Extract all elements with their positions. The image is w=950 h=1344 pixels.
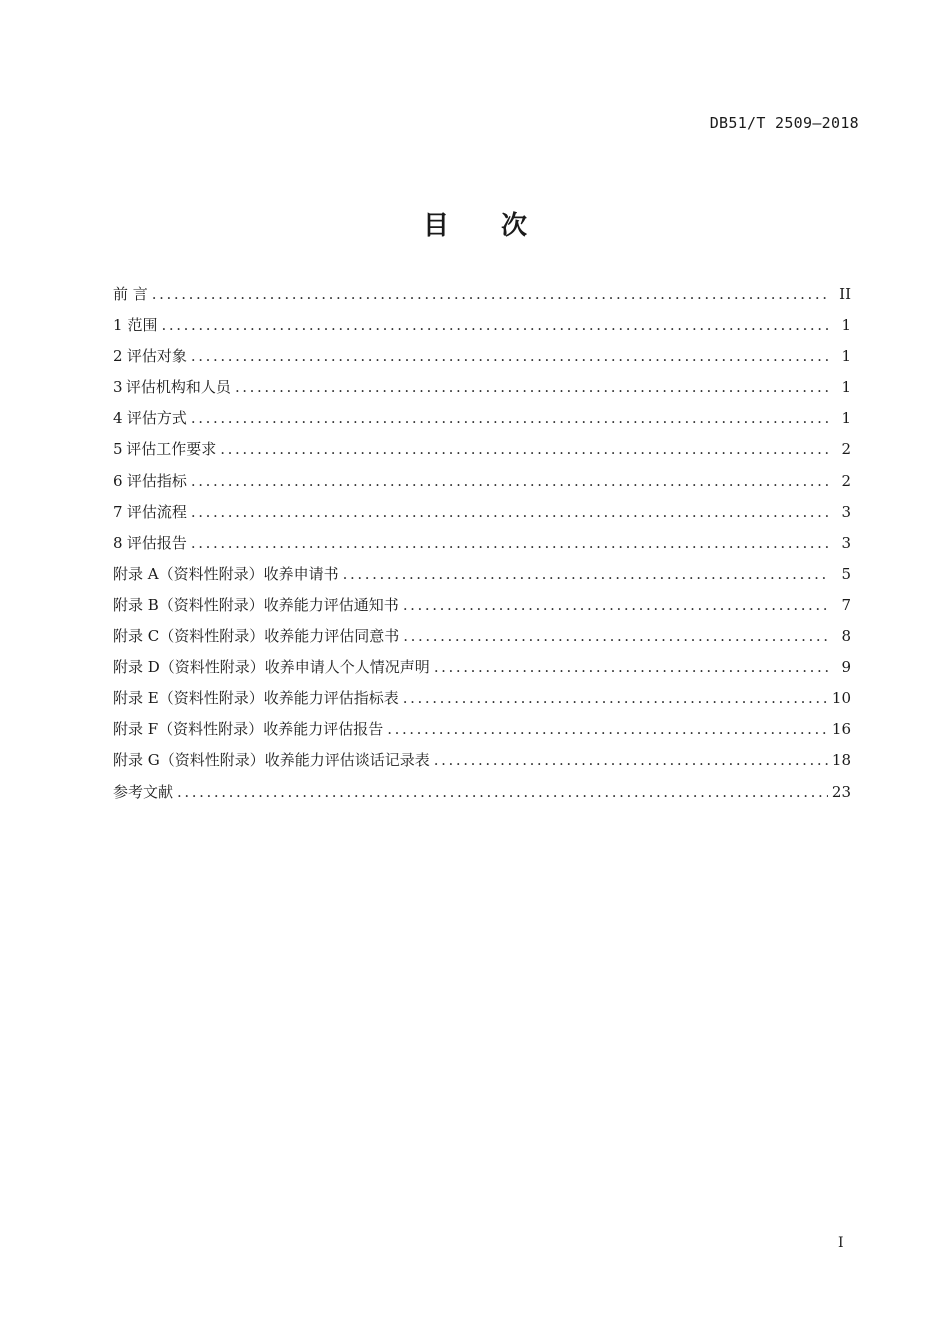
- appendix-prefix: 附录 A（资料性附录）: [113, 564, 264, 583]
- appendix-label: 收养申请书: [263, 564, 339, 583]
- dot-leader: [235, 378, 829, 396]
- toc-entry-6[interactable]: [113, 470, 851, 501]
- dot-leader: [220, 440, 829, 458]
- toc-entry-page: 3: [841, 533, 851, 552]
- toc-entry-label: 评估机构和人员: [125, 378, 231, 397]
- toc-entry-page: 2: [841, 471, 851, 490]
- appendix-page: 8: [841, 627, 851, 646]
- appendix-page: 9: [841, 658, 851, 677]
- appendix-prefix: 附录 D（资料性附录）: [113, 658, 265, 677]
- toc-entry-3[interactable]: [113, 376, 851, 407]
- appendix-label: 收养能力评估谈话记录表: [264, 751, 430, 770]
- dot-leader: [403, 689, 828, 707]
- dot-leader: [191, 409, 829, 427]
- appendix-page: 18: [831, 751, 851, 770]
- toc-entry-number: 3: [113, 378, 123, 397]
- toc-entry-page: II: [839, 285, 851, 303]
- toc-entry-label: 评估报告: [126, 533, 187, 552]
- page-number: I: [838, 1235, 844, 1251]
- appendix-page: 5: [841, 564, 851, 583]
- toc-entry-5[interactable]: [113, 438, 851, 469]
- toc-appendix-e[interactable]: [113, 687, 851, 718]
- toc-entry-number: 8: [113, 533, 123, 552]
- toc-entry-7[interactable]: [113, 501, 851, 532]
- appendix-prefix: 附录 C（资料性附录）: [113, 627, 265, 646]
- dot-leader: [152, 285, 829, 303]
- dot-leader: [191, 534, 829, 552]
- appendix-prefix: 附录 B（资料性附录）: [113, 595, 264, 614]
- appendix-page: 7: [841, 595, 851, 614]
- toc-entry-number: 2: [113, 347, 123, 366]
- title-char-2: 次: [501, 211, 528, 241]
- dot-leader: [387, 720, 828, 738]
- toc-entry-page: 3: [841, 502, 851, 521]
- toc-entry-number: 7: [113, 502, 123, 521]
- toc-entry-label: 评估方式: [126, 409, 187, 428]
- toc-entry-number: 4: [113, 409, 123, 428]
- toc-appendix-d[interactable]: [113, 656, 851, 687]
- toc-entry-1[interactable]: [113, 314, 851, 345]
- toc-entry-page: 1: [841, 316, 851, 335]
- toc-entry-label: 评估对象: [126, 347, 187, 366]
- toc-entry-2[interactable]: [113, 345, 851, 376]
- title-char-1: 目: [422, 211, 449, 241]
- appendix-label: 收养能力评估同意书: [264, 627, 400, 646]
- toc-appendix-b[interactable]: [113, 594, 851, 625]
- dot-leader: [191, 503, 829, 521]
- dot-leader: [403, 627, 829, 645]
- toc-entry-label: 范围: [127, 316, 158, 335]
- dot-leader: [191, 347, 829, 365]
- toc-entry-page: 2: [841, 440, 851, 459]
- toc-entry-page: 1: [841, 409, 851, 428]
- toc-entry-references[interactable]: [113, 781, 851, 812]
- toc-entry-label: 参考文献: [113, 782, 174, 801]
- appendix-page: 16: [831, 720, 851, 739]
- dot-leader: [343, 565, 829, 583]
- appendix-label: 收养申请人个人情况声明: [264, 658, 430, 677]
- toc-entry-label: 评估流程: [126, 502, 187, 521]
- toc-entry-page: 1: [841, 378, 851, 397]
- toc-appendix-f[interactable]: [113, 718, 851, 749]
- appendix-prefix: 附录 F（资料性附录）: [113, 720, 264, 739]
- table-of-contents: [113, 283, 851, 812]
- toc-entry-foreword[interactable]: [113, 283, 851, 314]
- toc-entry-number: 6: [113, 471, 123, 490]
- dot-leader: [434, 751, 828, 769]
- appendix-label: 收养能力评估通知书: [263, 595, 399, 614]
- standard-code: DB51/T 2509—2018: [709, 114, 859, 132]
- page-title: [0, 205, 950, 242]
- toc-entry-number: 1: [113, 316, 123, 335]
- dot-leader: [177, 783, 828, 801]
- toc-entry-label: 评估指标: [126, 471, 187, 490]
- toc-entry-label: 前 言: [113, 285, 148, 303]
- toc-entry-label: 评估工作要求: [126, 440, 217, 459]
- dot-leader: [434, 658, 829, 676]
- toc-entry-page: 23: [831, 782, 851, 801]
- toc-entry-4[interactable]: [113, 407, 851, 438]
- toc-entry-8[interactable]: [113, 532, 851, 563]
- toc-appendix-c[interactable]: [113, 625, 851, 656]
- toc-entry-page: 1: [841, 347, 851, 366]
- appendix-label: 收养能力评估指标表: [263, 689, 399, 708]
- appendix-page: 10: [831, 689, 851, 708]
- toc-appendix-g[interactable]: [113, 749, 851, 780]
- appendix-label: 收养能力评估报告: [263, 720, 384, 739]
- toc-entry-number: 5: [113, 440, 123, 459]
- dot-leader: [403, 596, 829, 614]
- dot-leader: [191, 472, 829, 490]
- dot-leader: [162, 316, 829, 334]
- toc-appendix-a[interactable]: [113, 563, 851, 594]
- appendix-prefix: 附录 G（资料性附录）: [113, 751, 265, 770]
- appendix-prefix: 附录 E（资料性附录）: [113, 689, 264, 708]
